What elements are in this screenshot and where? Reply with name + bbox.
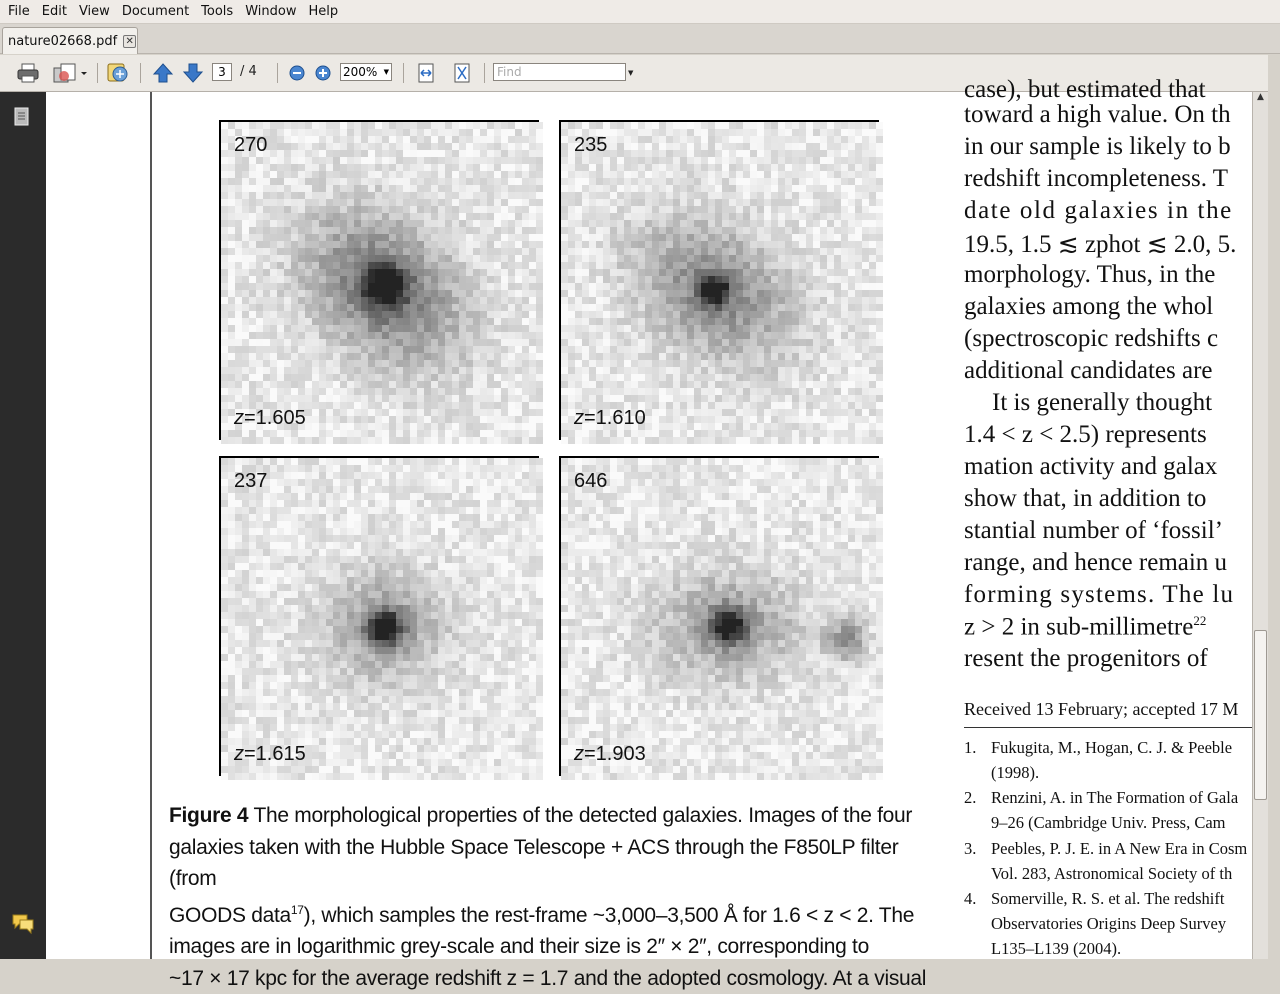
menu-view[interactable]: View: [73, 0, 116, 24]
window-edge: [1268, 55, 1280, 959]
text-line: It is generally thought: [992, 389, 1212, 417]
reference-text: Renzini, A. in The Formation of Gala: [991, 788, 1238, 807]
menu-tools[interactable]: Tools: [195, 0, 239, 24]
caption-line: ~17 × 17 kpc for the average redshift z = 1.7 and the adopted cosmology. At a visual: [169, 963, 939, 994]
z-value: =1.610: [584, 407, 646, 429]
reference-item: [964, 889, 1224, 909]
galaxy-redshift-label: [574, 743, 646, 766]
z-symbol: z: [234, 743, 244, 765]
reference-text: Peebles, P. J. E. in A New Era in Cosm: [991, 839, 1247, 858]
email-document-icon: [105, 61, 131, 85]
text-line: forming systems. The lu: [964, 581, 1234, 609]
galaxy-panel-646: [559, 456, 879, 776]
reference-item: [964, 788, 1238, 808]
z-symbol: z: [574, 743, 584, 765]
received-dates: Received 13 February; accepted 17 M: [964, 699, 1238, 720]
caption-line: [169, 895, 939, 932]
previous-page-button[interactable]: [150, 61, 176, 85]
figure-label: Figure 4: [169, 804, 248, 827]
text-line: in our sample is likely to b: [964, 133, 1231, 161]
citation-superscript: 22: [1193, 613, 1206, 628]
tab-bar: [0, 24, 1280, 54]
text-line-content: z > 2 in sub-millimetre: [964, 613, 1193, 640]
zoom-out-icon: [288, 64, 306, 82]
text-line: additional candidates are: [964, 357, 1213, 385]
find-options-chevron-icon[interactable]: ▼: [628, 69, 633, 77]
text-line: redshift incompleteness. T: [964, 165, 1228, 193]
text-line: stantial number of ‘fossil’: [964, 517, 1223, 545]
print-button[interactable]: [14, 61, 42, 85]
caption-line: [169, 800, 939, 832]
body-text-column: [964, 92, 1252, 959]
next-page-button[interactable]: [180, 61, 206, 85]
reference-continuation: L135–L139 (2004).: [991, 939, 1121, 959]
save-copy-button[interactable]: [50, 61, 90, 85]
galaxy-image: [221, 458, 537, 774]
document-tab[interactable]: [2, 27, 138, 54]
fit-width-icon: [416, 62, 436, 84]
zoom-in-button[interactable]: [312, 61, 334, 85]
chevron-down-icon: ▼: [384, 64, 389, 80]
reference-continuation: Vol. 283, Astronomical Society of th: [991, 864, 1232, 884]
scroll-up-arrow-icon[interactable]: ▲: [1253, 92, 1268, 106]
reference-text: Fukugita, M., Hogan, C. J. & Peeble: [991, 738, 1232, 757]
menu-file[interactable]: File: [2, 0, 36, 24]
scrollbar-thumb[interactable]: [1254, 630, 1267, 800]
fit-width-button[interactable]: [414, 61, 438, 85]
galaxy-panel-235: [559, 120, 879, 440]
arrow-up-icon: [152, 62, 174, 84]
text-line: date old galaxies in the: [964, 197, 1233, 225]
comments-icon: [11, 912, 35, 934]
text-line: toward a high value. On th: [964, 101, 1231, 129]
galaxy-id-label: 237: [234, 470, 267, 493]
text-line: 1.4 < z < 2.5) represents: [964, 421, 1207, 449]
page-edge-shadow: [150, 92, 152, 959]
fit-page-icon: [452, 62, 472, 84]
caption-line: galaxies taken with the Hubble Space Telescope + ACS through the F850LP filter (from: [169, 832, 939, 895]
galaxy-panel-237: [219, 456, 539, 776]
arrow-down-icon: [182, 62, 204, 84]
vertical-scrollbar[interactable]: [1252, 92, 1268, 959]
toolbar-separator: [97, 63, 98, 83]
toolbar-separator: [403, 63, 404, 83]
menu-window[interactable]: Window: [239, 0, 302, 24]
page-total-label: / 4: [240, 64, 257, 79]
document-save-icon: [52, 62, 88, 84]
galaxy-image: [561, 122, 877, 438]
menu-document[interactable]: Document: [116, 0, 195, 24]
galaxy-image: [221, 122, 537, 438]
reference-number: 1.: [964, 738, 991, 758]
printer-icon: [16, 62, 40, 84]
galaxy-id-label: 646: [574, 470, 607, 493]
text-line: (spectroscopic redshifts c: [964, 325, 1218, 353]
zoom-in-icon: [314, 64, 332, 82]
text-line: 19.5, 1.5 ≲ zphot ≲ 2.0, 5.: [964, 229, 1236, 259]
text-line: morphology. Thus, in the: [964, 261, 1215, 289]
pages-icon: [11, 106, 33, 128]
zoom-select[interactable]: [340, 63, 392, 81]
menubar: [0, 0, 1280, 24]
reference-continuation: 9–26 (Cambridge Univ. Press, Cam: [991, 813, 1226, 833]
zoom-value: 200%: [343, 65, 377, 79]
z-value: =1.605: [244, 407, 306, 429]
find-input[interactable]: Find: [493, 63, 626, 81]
galaxy-id-label: 235: [574, 134, 607, 157]
galaxy-image: [561, 458, 877, 774]
email-button[interactable]: [104, 61, 132, 85]
z-symbol: z: [234, 407, 244, 429]
text-line: galaxies among the whol: [964, 293, 1213, 321]
galaxy-panel-270: [219, 120, 539, 440]
comments-panel-button[interactable]: [11, 912, 33, 934]
figure-caption: [169, 800, 939, 994]
fit-page-button[interactable]: [450, 61, 474, 85]
toolbar-separator: [140, 63, 141, 83]
caption-text: GOODS data: [169, 904, 291, 927]
caption-text: ), which samples the rest-frame ~3,000–3,500 Å for 1.6 < z < 2. The: [304, 904, 914, 927]
close-tab-icon[interactable]: ✕: [123, 35, 136, 48]
text-line: show that, in addition to: [964, 485, 1206, 513]
galaxy-redshift-label: [234, 743, 306, 766]
z-value: =1.903: [584, 743, 646, 765]
citation-superscript: 17: [291, 903, 304, 917]
menu-help[interactable]: Help: [302, 0, 344, 24]
reference-number: 2.: [964, 788, 991, 808]
menu-edit[interactable]: Edit: [36, 0, 73, 24]
reference-number: 4.: [964, 889, 991, 909]
toolbar-separator: [277, 63, 278, 83]
reference-continuation: Observatories Origins Deep Survey: [991, 914, 1226, 934]
pages-panel-button[interactable]: [11, 106, 33, 128]
galaxy-redshift-label: [574, 407, 646, 430]
document-tab-label: nature02668.pdf: [8, 34, 117, 49]
text-line: mation activity and galax: [964, 453, 1217, 481]
galaxy-redshift-label: [234, 407, 306, 430]
references-divider: [964, 727, 1264, 728]
reference-continuation: (1998).: [991, 763, 1039, 783]
clipped-text-line: case), but estimated that: [964, 76, 1206, 104]
text-line: range, and hence remain u: [964, 549, 1227, 577]
text-line: resent the progenitors of: [964, 645, 1208, 673]
reference-text: Somerville, R. S. et al. The redshift: [991, 889, 1224, 908]
z-value: =1.615: [244, 743, 306, 765]
text-line: [964, 613, 1206, 641]
caption-text: The morphological properties of the detected galaxies. Images of the four: [248, 804, 912, 827]
z-symbol: z: [574, 407, 584, 429]
reference-item: [964, 839, 1247, 859]
pdf-page-view[interactable]: [46, 92, 1252, 959]
toolbar-separator: [484, 63, 485, 83]
reference-item: [964, 738, 1232, 758]
navigation-sidebar: [0, 92, 46, 959]
galaxy-id-label: 270: [234, 134, 267, 157]
zoom-out-button[interactable]: [286, 61, 308, 85]
page-number-input[interactable]: 3: [212, 63, 232, 81]
reference-number: 3.: [964, 839, 991, 859]
caption-line: images are in logarithmic grey-scale and their size is 2″ × 2″, corresponding to: [169, 931, 939, 963]
